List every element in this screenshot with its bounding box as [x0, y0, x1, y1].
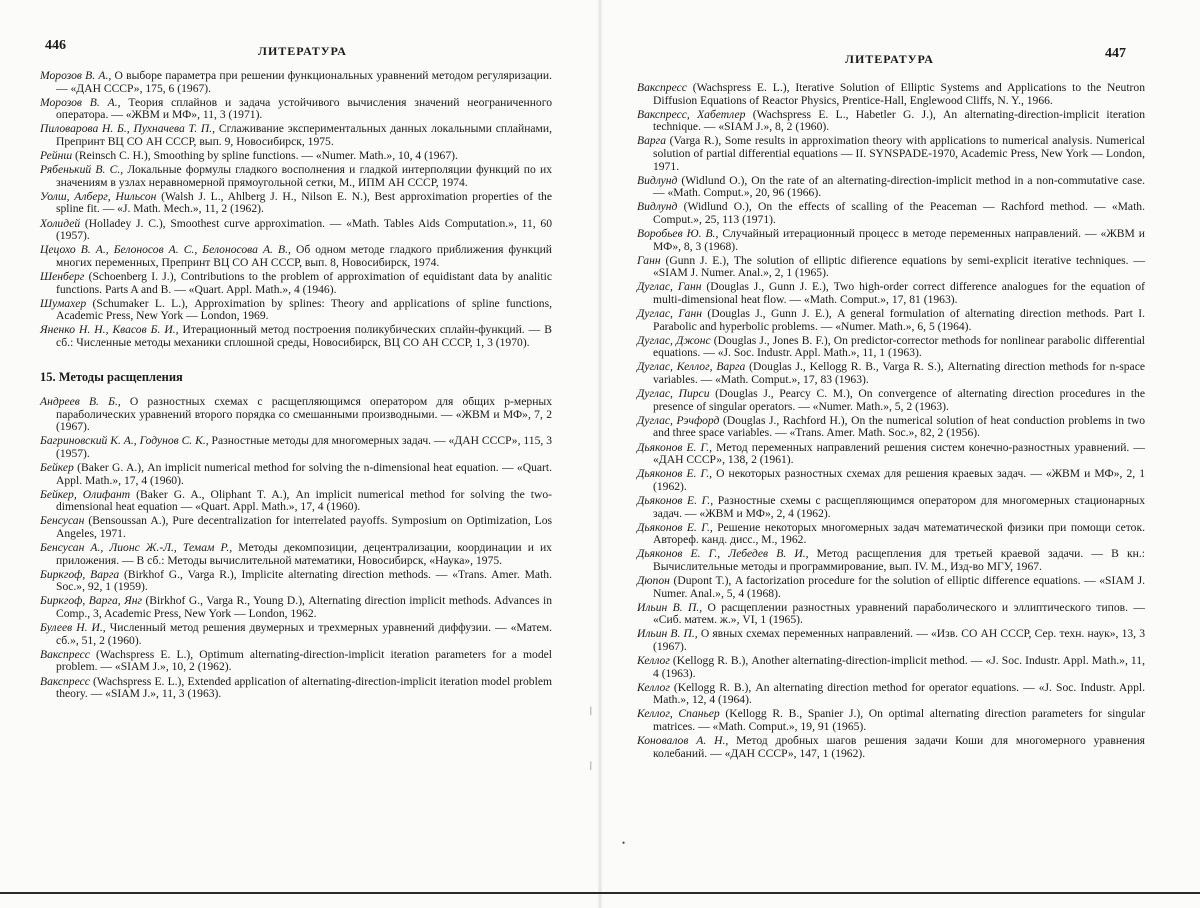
- reference-entry: [637, 281, 1145, 306]
- reference-entry: [637, 682, 1145, 707]
- reference-text: (Wachspress E. L.), Optimum alternating-direction-implicit iteration parameters for a model problem. — «SIAM J.», 10, 2 (1962).: [56, 647, 552, 674]
- reference-author: Цецохо В. А., Белоносов А. С., Белоносова А. В.,: [40, 243, 291, 257]
- reference-entry: [40, 435, 552, 460]
- reference-text: (Holladey J. C.), Smoothest curve approximation. — «Math. Tables Aids Computation.», 11, 60 (1957).: [56, 216, 552, 243]
- reference-author: Биркгоф, Варга: [40, 567, 120, 581]
- reference-list: [40, 70, 552, 349]
- reference-column: [637, 82, 1145, 762]
- reference-author: Дуглас, Рэчфорд: [637, 413, 720, 427]
- reference-entry: [40, 164, 552, 189]
- reference-author: Дуглас, Джонс: [637, 333, 711, 347]
- reference-entry: [40, 244, 552, 269]
- reference-author: Дьяконов Е. Г.,: [637, 520, 713, 534]
- reference-entry: [637, 175, 1145, 200]
- reference-author: Рейнш: [40, 149, 73, 163]
- reference-text: (Douglas J., Gunn J. E.), Two high-order correct difference analogues for the equation of multi-dimensional heat flow. — «Math. Comput.», 17, 81 (1963).: [653, 280, 1146, 306]
- reference-text: О расщеплении разностных уравнений параболического и эллиптического типов. — «Сиб. матем. ж.», VI, 1 (1965).: [653, 600, 1146, 627]
- reference-author: Булеев Н. И.,: [40, 621, 106, 635]
- reference-author: Келлог, Спаньер: [637, 707, 720, 721]
- reference-entry: [40, 676, 552, 701]
- reference-text: О разностных схемах с расщепляющимся оператором для общих p-мерных параболических уравнений второго порядка со смешанными производными. — «ЖВМ и МФ», 7, 2 (1967).: [56, 395, 552, 434]
- reference-list: [40, 396, 552, 701]
- reference-entry: [40, 542, 552, 567]
- reference-text: Итерационный метод построения поликубических сплайн-функций. — В сб.: Численные методы механики сплошной среды, Новосибирск, ВЦ СО АН СССР, 1, 3 (1970).: [56, 323, 552, 349]
- reference-text: (Reinsch C. H.), Smoothing by spline functions. — «Numer. Math.», 10, 4 (1967).: [72, 149, 458, 163]
- reference-author: Дьяконов Е. Г., Лебедев В. И.,: [637, 547, 809, 561]
- reference-entry: [637, 228, 1145, 253]
- reference-text: (Kellogg R. B.), Another alternating-direction-implicit method. — «J. Soc. Industr. Appl. Math.», 11, 4 (1963).: [653, 654, 1145, 680]
- reference-text: (Bensoussan A.), Pure decentralization for interrelated payoffs. Symposium on Optimization, Los Angeles, 1971.: [56, 514, 552, 540]
- reference-entry: [637, 308, 1145, 333]
- reference-text: (Widlund O.), On the effects of scalling of the Peaceman — Rachford method. — «Math. Comput.», 25, 113 (1971).: [653, 200, 1145, 226]
- reference-author: Дуглас, Ганн: [637, 280, 702, 294]
- reference-author: Вакспресс: [637, 81, 687, 94]
- reference-entry: [40, 298, 552, 323]
- reference-author: Дуглас, Пирси: [637, 387, 710, 401]
- reference-author: Пиловарова Н. Б., Пухначева Т. П.,: [40, 122, 216, 136]
- reference-author: Морозов В. А.,: [40, 95, 121, 109]
- reference-author: Ганн: [637, 253, 661, 267]
- margin-mark: |: [590, 760, 592, 770]
- page-bottom-edge: [0, 892, 1200, 894]
- reference-author: Бейкер, Олифант: [40, 487, 131, 501]
- margin-mark: •: [622, 838, 626, 848]
- reference-author: Рябенький В. С.,: [40, 163, 124, 177]
- reference-entry: [637, 522, 1145, 547]
- reference-text: (Wachspress E. L.), Extended application of alternating-direction-implicit iteration model problem theory. — «SIAM J.», 11, 3 (1963).: [56, 674, 552, 701]
- reference-text: Разностные методы для многомерных задач. — «ДАН СССР», 115, 3 (1957).: [56, 434, 552, 460]
- reference-author: Холидей: [40, 216, 81, 230]
- reference-entry: [40, 649, 552, 674]
- reference-entry: [40, 622, 552, 647]
- reference-author: Бейкер: [40, 461, 74, 475]
- reference-entry: [40, 396, 552, 434]
- reference-entry: [40, 191, 552, 216]
- reference-text: Об одном методе гладкого приближения функций многих переменных, Препринт ВЦ СО АН СССР, вып. 8, Новосибирск, 1974.: [56, 243, 552, 269]
- reference-text: (Baker G. A., Oliphant T. A.), An implicit numerical method for solving the two-dimensional heat equation — «Quart. Appl. Math.», 17, 4 (1960).: [56, 487, 552, 514]
- reference-entry: [40, 489, 552, 514]
- reference-text: (Walsh J. L., Ahlberg J. H., Nilson E. N.), Best approximation properties of the spline fit. — «J. Math. Mech.», 11, 2 (1962).: [56, 189, 552, 216]
- reference-author: Шенберг: [40, 269, 85, 283]
- running-head: ЛИТЕРАТУРА: [258, 44, 347, 58]
- reference-text: (Gunn J. E.), The solution of elliptic difierence equations by semi-explicit iterative techniques. — «SIAM J. Numer. Anal.», 2, 1 (1965).: [653, 253, 1145, 280]
- reference-author: Вакспресс: [40, 647, 90, 661]
- reference-author: Морозов В. А.,: [40, 69, 112, 82]
- reference-entry: [40, 462, 552, 487]
- reference-author: Багриновский К. А., Годунов С. К.,: [40, 434, 209, 448]
- reference-text: Случайный итерационный процесс в методе переменных направлений. — «ЖВМ и МФ», 8, 3 (1968).: [653, 227, 1145, 253]
- reference-author: Андреев В. Б.,: [40, 395, 121, 409]
- reference-text: Теория сплайнов и задача устойчивого вычисления значений неограниченного оператора. — «ЖВМ и МФ», 11, 3 (1971).: [56, 95, 552, 122]
- reference-author: Келлог: [637, 680, 670, 694]
- right-page: [590, 0, 1200, 908]
- reference-text: Локальные формулы гладкого восполнения и гладкой интерполяции функций по их значениям в узлах неравномерной прямоугольной сетки, М., ИПМ АН СССР, 1974.: [56, 163, 552, 189]
- reference-text: (Birkhof G., Varga R.), Implicite alternating direction methods. — «Trans. Amer. Math. Soc.», 92, 1 (1959).: [56, 567, 552, 594]
- reference-author: Видлунд: [637, 173, 678, 187]
- page-number: 446: [45, 38, 66, 53]
- reference-entry: [637, 82, 1145, 107]
- reference-text: Метод дробных шагов решения задачи Коши для многомерного уравнения колебаний. — «ДАН СССР», 147, 1 (1962).: [653, 734, 1145, 760]
- reference-text: (Douglas J., Rachford H.), On the numerical solution of heat conduction problems in two and three space variables. — «Trans. Amer. Math. Soc.», 82, 2 (1956).: [653, 413, 1145, 440]
- reference-author: Дьяконов Е. Г.,: [637, 467, 713, 481]
- reference-text: (Douglas J., Jones B. F.), On predictor-corrector methods for nonlinear parabolic differential equations. — «J. Soc. Industr. Appl. Math.», 11, 1 (1963).: [653, 333, 1145, 360]
- reference-text: О выборе параметра при решении функциональных уравнений методом регуляризации. — «ДАН СССР», 175, 6 (1967).: [56, 69, 552, 95]
- reference-entry: [40, 123, 552, 148]
- reference-text: (Dupont T.), A factorization procedure for the solution of elliptic difference equations. — «SIAM J. Numer. Anal.», 5, 4 (1968).: [653, 573, 1145, 600]
- reference-entry: [40, 515, 552, 540]
- reference-text: (Schoenberg I. J.), Contributions to the problem of approximation of equidistant data by analitic functions. Parts A and B. — «Quart. Appl. Math.», 4 (1946).: [56, 269, 552, 296]
- reference-text: Численный метод решения двумерных и трехмерных уравнений диффузии. — «Матем. сб.», 51, 2 (1960).: [56, 621, 553, 647]
- reference-text: Метод переменных направлений решения систем конечно-разностных уравнений. — «ДАН СССР», 138, 2 (1961).: [653, 440, 1145, 467]
- reference-list: [637, 82, 1145, 760]
- reference-text: (Wachspress E. L., Habetler G. J.), An alternating-direction-implicit iteration technique. — «SIAM J.», 8, 2 (1960).: [653, 107, 1146, 134]
- reference-author: Яненко Н. Н., Квасов Б. И.,: [40, 323, 179, 337]
- reference-entry: [637, 655, 1145, 680]
- reference-text: (Schumaker L. L.), Approximation by splines: Theory and applications of spline functions, Academic Press, New York — London, 1969.: [56, 296, 552, 323]
- reference-entry: [40, 271, 552, 296]
- reference-entry: [637, 708, 1145, 733]
- reference-entry: [637, 548, 1145, 573]
- reference-entry: [637, 388, 1145, 413]
- reference-entry: [637, 335, 1145, 360]
- reference-text: (Kellogg R. B., Spanier J.), On optimal alternating direction parameters for singular matrices. — «Math. Comput.», 19, 91 (1965).: [653, 707, 1145, 733]
- reference-text: Разностные схемы с расщепляющимся оператором для многомерных стационарных задач. — «ЖВМ и МФ», 2, 4 (1962).: [653, 493, 1145, 520]
- reference-text: (Douglas J., Gunn J. E.), A general formulation of alternating direction methods. Part I. Parabolic and hyperbolic problems. — «Numer. Math.», 6, 5 (1964).: [653, 307, 1145, 333]
- reference-entry: [40, 595, 552, 620]
- reference-text: (Douglas J., Pearcy C. M.), On convergence of alternating direction procedures in the presence of singular operators. — «Numer. Math.», 5, 2 (1963).: [653, 387, 1145, 413]
- reference-author: Дьяконов Е. Г.,: [637, 493, 714, 507]
- reference-entry: [40, 150, 552, 163]
- reference-entry: [637, 135, 1145, 173]
- reference-entry: [637, 201, 1145, 226]
- reference-author: Дьяконов Е. Г.,: [637, 440, 713, 454]
- reference-text: Решение некоторых многомерных задач математической физики при помощи сеток. Автореф. канд. дисс., М., 1962.: [653, 520, 1145, 547]
- reference-column: [40, 70, 552, 702]
- reference-author: Вакспресс: [40, 674, 90, 688]
- reference-author: Варга: [637, 134, 666, 148]
- reference-entry: [637, 415, 1145, 440]
- reference-text: (Birkhof G., Varga R., Young D.), Alternating direction implicit methods. Advances in Comp., 3, Academic Press, New York — London, 1962.: [56, 594, 553, 621]
- reference-text: (Douglas J., Kellogg R. B., Varga R. S.), Alternating direction methods for n-space variables. — «Math. Comput.», 17, 83 (1963).: [653, 360, 1145, 387]
- reference-entry: [637, 735, 1145, 760]
- page-number: 447: [1105, 46, 1126, 61]
- reference-author: Бенсусан: [40, 514, 85, 528]
- reference-author: Ильин В. П.,: [637, 600, 703, 614]
- reference-author: Дуглас, Ганн: [637, 307, 702, 321]
- reference-entry: [637, 442, 1145, 467]
- section-title: 15. Методы расщепления: [40, 370, 183, 385]
- reference-text: О явных схемах переменных направлений. — «Изв. СО АН СССР, Сер. техн. наук», 13, 3 (1967).: [653, 627, 1145, 653]
- reference-text: О некоторых разностных схемах для решения краевых задач. — «ЖВМ и МФ», 2, 1 (1962).: [653, 467, 1145, 493]
- reference-entry: [637, 361, 1145, 386]
- reference-text: (Kellogg R. B.), An alternating direction method for operator equations. — «J. Soc. Industr. Appl. Math.», 12, 4 (1964).: [653, 680, 1145, 707]
- reference-entry: [40, 324, 552, 349]
- reference-text: Метод расщепления для третьей краевой задачи. — В кн.: Вычислительные методы и программирование, вып. IV. М., Изд-во МГУ, 1967.: [653, 547, 1146, 573]
- reference-entry: [637, 255, 1145, 280]
- reference-author: Бенсусан А., Лионс Ж.-Л., Темам Р.,: [40, 541, 233, 555]
- reference-text: (Baker G. A.), An implicit numerical method for solving the n-dimensional heat equation. — «Quart. Appl. Math.», 17, 4 (1960).: [56, 461, 552, 487]
- reference-entry: [40, 218, 552, 243]
- margin-mark: |: [590, 705, 592, 715]
- reference-text: (Varga R.), Some results in approximation theory with applications to numerical analysis. Numerical solution of partial differential equations — II. SYNSPADE-1970, Academic Press, New York — London, 1971.: [653, 134, 1145, 173]
- reference-entry: [40, 97, 552, 122]
- reference-entry: [637, 495, 1145, 520]
- reference-entry: [637, 628, 1145, 653]
- reference-text: (Wachspress E. L.), Iterative Solution of Elliptic Systems and Applications to the Neutron Diffusion Equations of Reactor Physics, Prentice-Hall, Englewood Cliffs, N. Y., 1966.: [653, 81, 1145, 107]
- reference-author: Воробьев Ю. В.,: [637, 227, 719, 241]
- reference-author: Вакспресс, Хабетлер: [637, 107, 746, 121]
- reference-author: Видлунд: [637, 200, 678, 214]
- reference-author: Дуглас, Келлог, Варга: [637, 360, 746, 374]
- reference-entry: [637, 468, 1145, 493]
- reference-author: Биркгоф, Варга, Янг: [40, 594, 142, 608]
- reference-author: Ильин В. П.,: [637, 627, 698, 641]
- reference-text: Методы декомпозиции, децентрализации, координации и их приложения. — В сб.: Методы вычислительной математики, Новосибирск, «Наука», 1975.: [56, 541, 552, 567]
- reference-author: Келлог: [637, 654, 670, 668]
- reference-text: Сглаживание экспериментальных данных локальными сплайнами, Препринт ВЦ СО АН СССР, вып. 9, Новосибирск, 1975.: [56, 122, 552, 148]
- reference-text: (Widlund O.), On the rate of an alternating-direction-implicit method in a non-commutative case. — «Math. Comput.», 20, 96 (1966).: [653, 173, 1145, 200]
- reference-entry: [637, 109, 1145, 134]
- reference-author: Уолш, Алберг, Нильсон: [40, 189, 157, 203]
- reference-entry: [40, 569, 552, 594]
- running-head: ЛИТЕРАТУРА: [845, 52, 934, 66]
- reference-author: Дюпон: [637, 573, 670, 587]
- reference-entry: [40, 70, 552, 95]
- reference-entry: [637, 575, 1145, 600]
- reference-author: Коновалов А. Н.,: [637, 734, 729, 748]
- reference-entry: [637, 602, 1145, 627]
- reference-author: Шумахер: [40, 296, 87, 310]
